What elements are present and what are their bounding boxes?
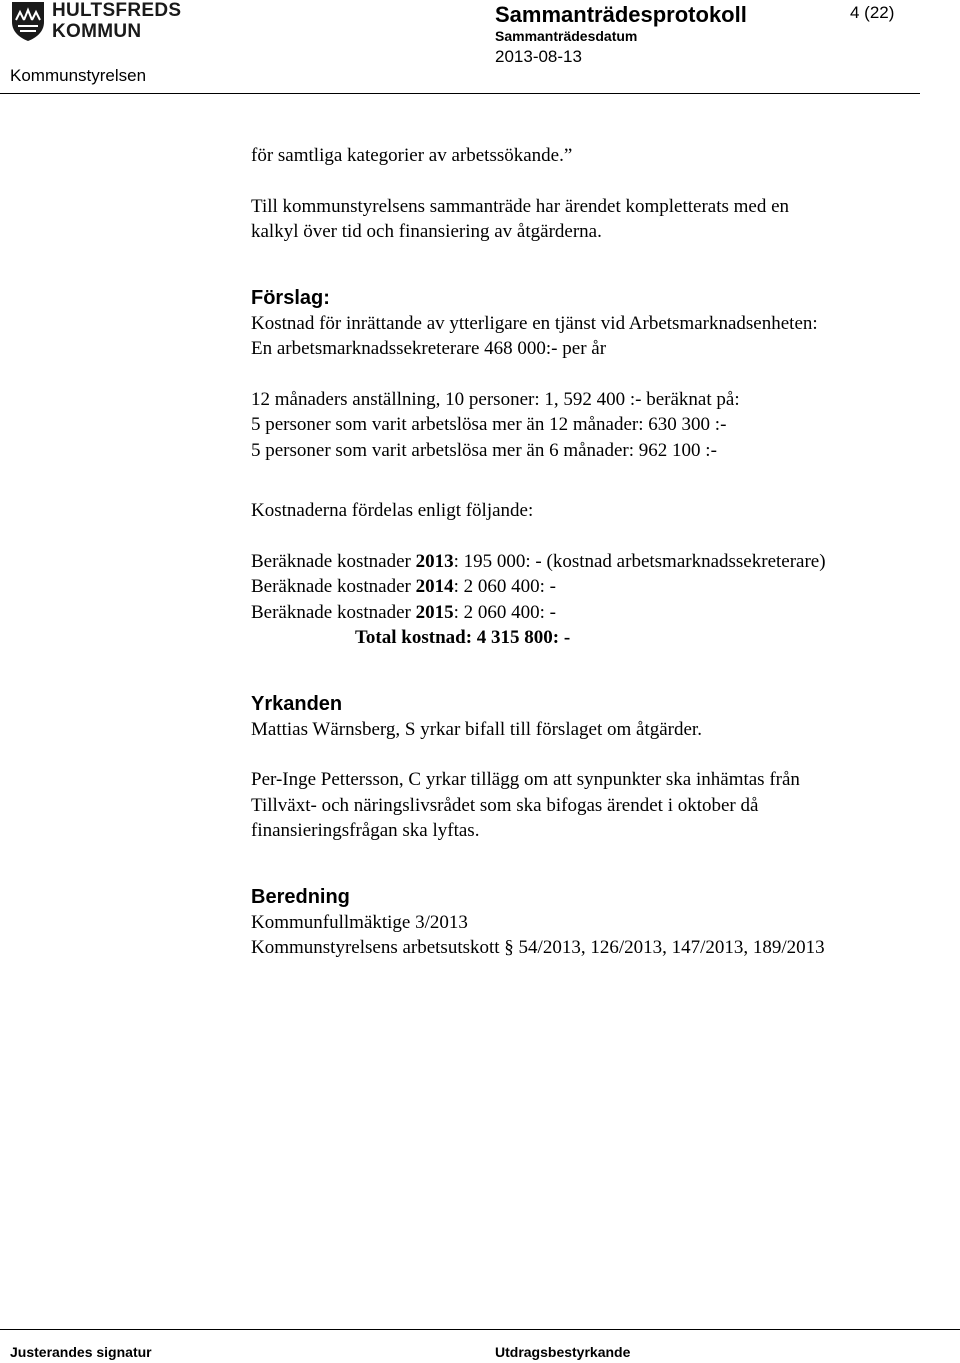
cost-amount: : 2 060 400: - bbox=[453, 576, 556, 597]
forslag-line: En arbetsmarknadssekreterare 468 000:- per år bbox=[251, 338, 607, 359]
forslag-line: 5 personer som varit arbetslösa mer än 12 månader: 630 300 :- bbox=[251, 414, 727, 435]
forslag-line: 12 månaders anställning, 10 personer: 1, 592 400 :- beräknat på: bbox=[251, 388, 740, 410]
cost-label: Beräknade kostnader bbox=[251, 576, 416, 597]
footer-divider bbox=[0, 1329, 960, 1330]
meeting-date-label: Sammanträdesdatum bbox=[495, 28, 638, 44]
logo-line-2: KOMMUN bbox=[52, 21, 142, 42]
cost-year: 2013 bbox=[415, 550, 454, 572]
cost-label: Beräknade kostnader bbox=[251, 550, 416, 572]
signature-label: Justerandes signatur bbox=[10, 1344, 152, 1360]
forslag-line: 5 personer som varit arbetslösa mer än 6 månader: 962 100 :- bbox=[251, 439, 717, 461]
forslag-line: Kostnad för inrättande av ytterligare en tjänst vid Arbetsmarknadsenheten: bbox=[251, 312, 818, 334]
cost-amount: : 2 060 400: - bbox=[453, 601, 556, 623]
beredning-heading: Beredning bbox=[251, 885, 350, 908]
cost-amount: : 195 000: - (kostnad arbetsmarknadssekreterare) bbox=[453, 550, 826, 572]
protocol-body bbox=[251, 143, 941, 961]
coat-of-arms-icon bbox=[10, 0, 46, 42]
beredning-line: Kommunfullmäktige 3/2013 bbox=[251, 911, 468, 933]
cost-line bbox=[251, 549, 941, 575]
yrkande-line: finansieringsfrågan ska lyftas. bbox=[251, 820, 480, 841]
logo-line-1: HULTSFREDS bbox=[52, 0, 182, 21]
cost-year: 2015 bbox=[415, 601, 454, 623]
header-divider bbox=[0, 93, 920, 94]
logo-wordmark bbox=[52, 0, 181, 42]
cost-line bbox=[251, 574, 941, 600]
department-name: Kommunstyrelsen bbox=[10, 66, 147, 85]
yrkanden-heading: Yrkanden bbox=[251, 692, 343, 715]
intro-line: Till kommunstyrelsens sammanträde har ärendet kompletterats med en bbox=[251, 195, 790, 217]
intro-line: kalkyl över tid och finansiering av åtgärderna. bbox=[251, 221, 602, 242]
yrkande-line: Tillväxt- och näringslivsrådet som ska bifogas ärendet i oktober då bbox=[251, 794, 759, 816]
cost-year: 2014 bbox=[415, 576, 454, 597]
total-cost: Total kostnad: 4 315 800: - bbox=[355, 627, 571, 648]
extract-certification-label: Utdragsbestyrkande bbox=[495, 1344, 631, 1360]
beredning-line: Kommunstyrelsens arbetsutskott § 54/2013, 126/2013, 147/2013, 189/2013 bbox=[251, 937, 825, 958]
cost-line bbox=[251, 600, 941, 626]
yrkande-line: Per-Inge Pettersson, C yrkar tillägg om att synpunkter ska inhämtas från bbox=[251, 769, 800, 790]
document-title: Sammanträdesprotokoll bbox=[495, 2, 747, 27]
page-number: 4 (22) bbox=[850, 3, 895, 22]
distribution-intro: Kostnaderna fördelas enligt följande: bbox=[251, 500, 534, 521]
yrkande-line: Mattias Wärnsberg, S yrkar bifall till förslaget om åtgärder. bbox=[251, 718, 702, 740]
forslag-heading: Förslag: bbox=[251, 286, 330, 309]
cost-label: Beräknade kostnader bbox=[251, 601, 416, 623]
intro-line: för samtliga kategorier av arbetssökande.” bbox=[251, 145, 573, 166]
meeting-date: 2013-08-13 bbox=[495, 47, 582, 66]
municipality-logo bbox=[10, 0, 185, 44]
